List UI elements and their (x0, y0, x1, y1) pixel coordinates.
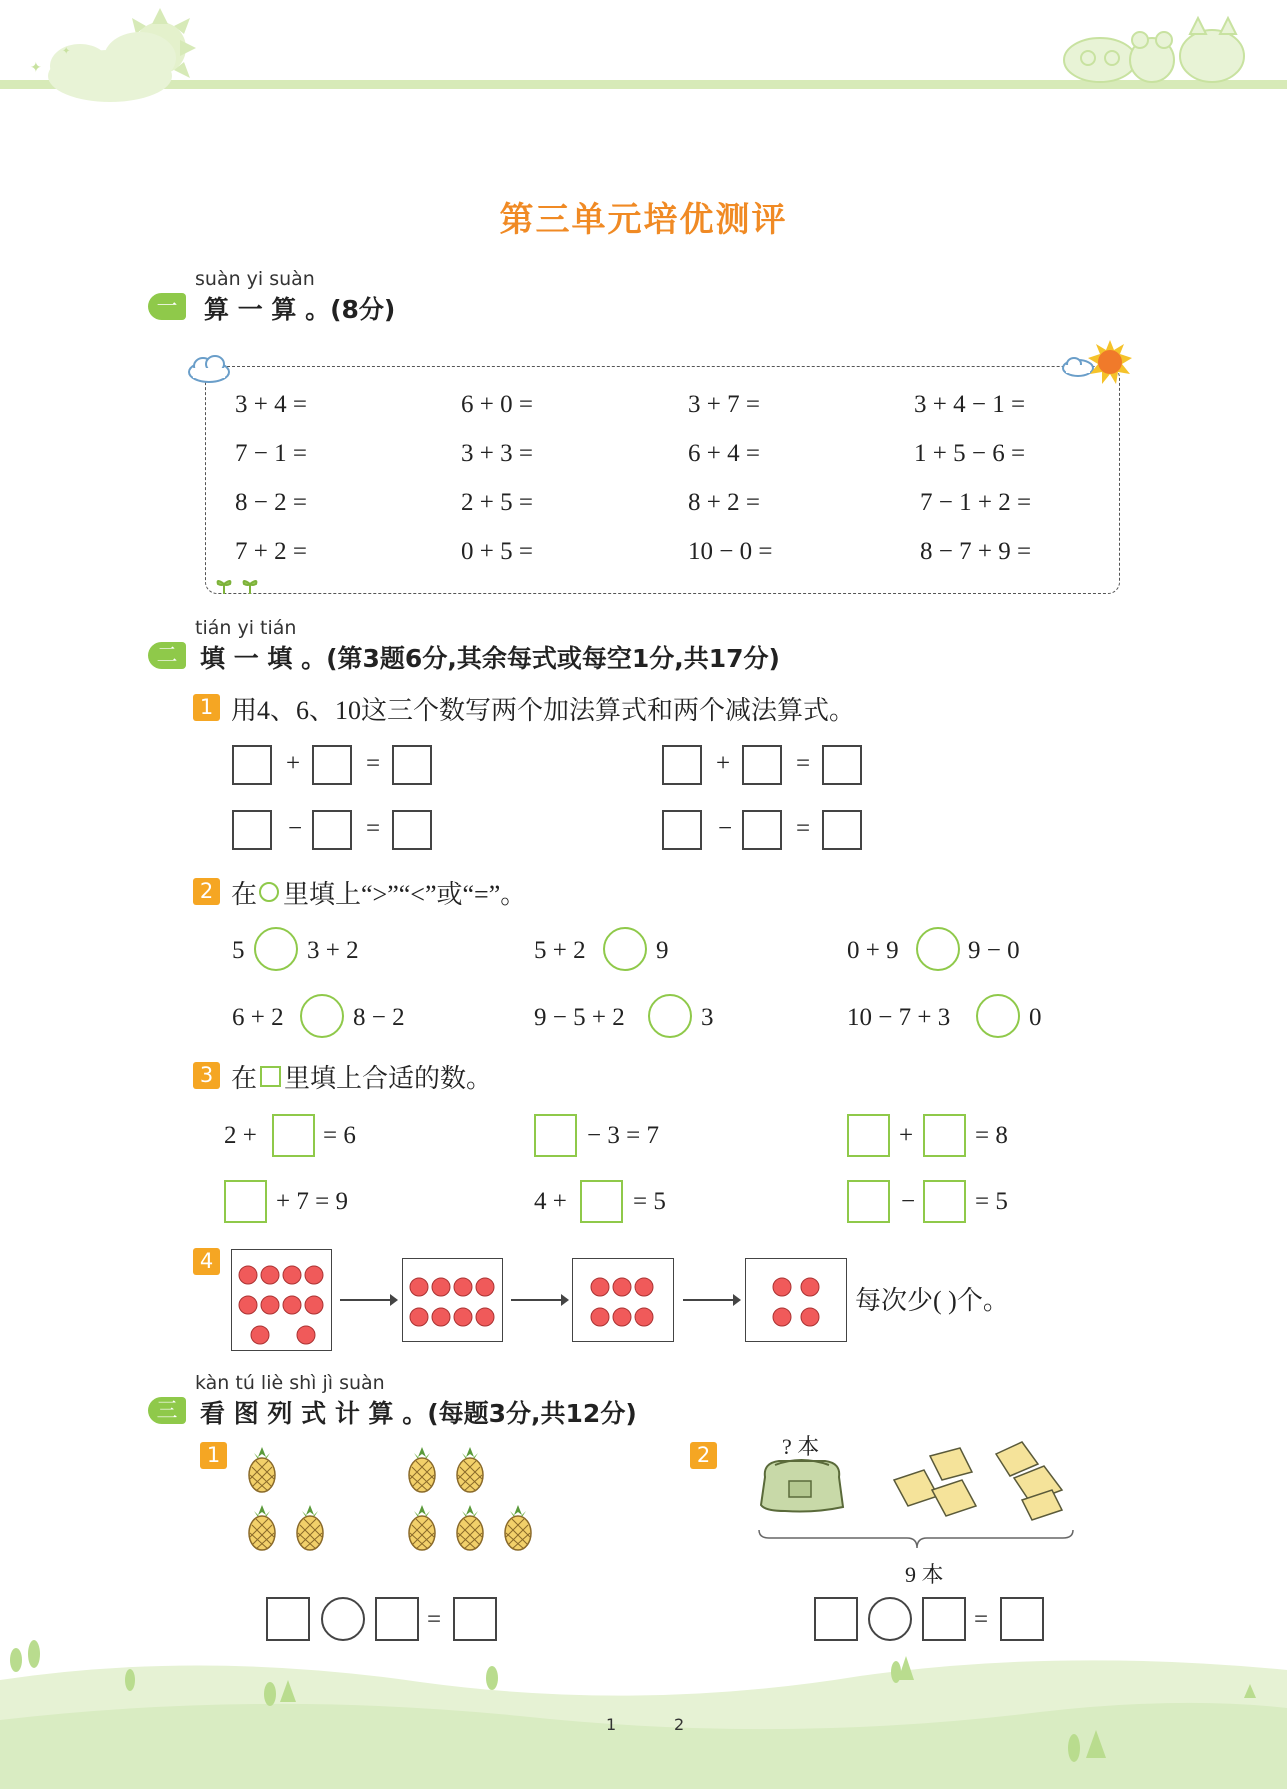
equation-part: 4 + (534, 1188, 567, 1215)
star-icon: ✦ (30, 61, 42, 76)
equation-part: = 8 (975, 1122, 1008, 1149)
answer-box[interactable] (923, 1180, 966, 1223)
answer-box[interactable] (232, 745, 272, 785)
compare-left: 10 − 7 + 3 (847, 1004, 951, 1031)
operator: = (796, 815, 811, 842)
question-number: 2 (690, 1442, 717, 1469)
answer-box[interactable] (392, 810, 432, 850)
calc-item: 3 + 4 = (235, 391, 307, 418)
cherries-8-icon (403, 1259, 501, 1340)
operator: + (286, 750, 301, 777)
operator: − (288, 815, 303, 842)
calc-item: 8 − 7 + 9 = (920, 538, 1032, 565)
compare-left: 5 (232, 937, 245, 964)
calc-item: 2 + 5 = (461, 489, 533, 516)
equation-part: = 5 (975, 1188, 1008, 1215)
compare-circle[interactable] (603, 927, 647, 971)
answer-box[interactable] (742, 810, 782, 850)
calc-item: 6 + 4 = (688, 440, 760, 467)
operator: = (796, 750, 811, 777)
arrow-line (683, 1299, 738, 1301)
compare-right: 3 + 2 (307, 937, 359, 964)
question-text-a: 在 (231, 880, 258, 909)
equation-part: 2 + (224, 1122, 257, 1149)
animal-faces-icon (1064, 18, 1244, 82)
calc-item: 6 + 0 = (461, 391, 533, 418)
answer-box[interactable] (224, 1180, 267, 1223)
answer-box[interactable] (822, 810, 862, 850)
question-text-a: 在 (231, 1064, 258, 1093)
compare-right: 3 (701, 1004, 714, 1031)
calc-item: 1 + 5 − 6 = (914, 440, 1026, 467)
question-number: 1 (193, 694, 220, 721)
section1-heading: 算 一 算 。(8分) (204, 295, 396, 324)
question-text: 用4、6、10这三个数写两个加法算式和两个减法算式。 (231, 696, 856, 725)
answer-box[interactable] (847, 1114, 890, 1157)
compare-circle[interactable] (254, 927, 298, 971)
equation-part: = 5 (633, 1188, 666, 1215)
answer-box[interactable] (847, 1180, 890, 1223)
section2-pinyin: tián yi tián (195, 617, 297, 639)
compare-circle[interactable] (300, 994, 344, 1038)
cloud-icon (48, 32, 176, 102)
answer-box[interactable] (534, 1114, 577, 1157)
compare-right: 0 (1029, 1004, 1042, 1031)
calc-item: 7 − 1 + 2 = (920, 489, 1032, 516)
equals-sign: = (427, 1606, 442, 1633)
answer-box[interactable] (662, 810, 702, 850)
cherry-frame (745, 1258, 847, 1342)
star-icon: ✦ (62, 46, 71, 57)
square-sample-icon (260, 1066, 281, 1087)
answer-box[interactable] (662, 745, 702, 785)
question-text-b: 里填上“>”“<”或“=”。 (283, 880, 527, 909)
circle-sample-icon (259, 882, 279, 902)
answer-box[interactable] (272, 1114, 315, 1157)
calc-item: 3 + 4 − 1 = (914, 391, 1026, 418)
operator: − (718, 815, 733, 842)
cherry-frame (231, 1249, 332, 1351)
equation-part: − (901, 1188, 916, 1215)
bag-label: ? 本 (782, 1434, 820, 1459)
section2-tag: 二 (148, 642, 186, 669)
section3-tag: 三 (148, 1397, 186, 1424)
answer-box[interactable] (392, 745, 432, 785)
calc-item: 10 − 0 = (688, 538, 773, 565)
sun-icon (1088, 340, 1132, 384)
question-number: 3 (193, 1062, 220, 1089)
calc-item: 8 − 2 = (235, 489, 307, 516)
cloud-icon (185, 350, 235, 386)
compare-right: 8 − 2 (353, 1004, 405, 1031)
total-label: 9 本 (905, 1562, 944, 1587)
cherries-6-icon (573, 1259, 672, 1340)
compare-circle[interactable] (976, 994, 1020, 1038)
section1-pinyin: suàn yi suàn (195, 268, 315, 290)
schoolbag-icon (755, 1455, 850, 1517)
calc-item: 7 + 2 = (235, 538, 307, 565)
operator: = (366, 815, 381, 842)
cherries-10-icon (232, 1250, 330, 1349)
arrow-line (340, 1299, 395, 1301)
calc-item: 3 + 7 = (688, 391, 760, 418)
equation-part: = 6 (323, 1122, 356, 1149)
page-number-right: 2 (674, 1715, 685, 1734)
arrow-icon (390, 1294, 398, 1306)
arrow-icon (561, 1294, 569, 1306)
calc-item: 0 + 5 = (461, 538, 533, 565)
equation-part: − 3 = 7 (587, 1122, 659, 1149)
compare-left: 0 + 9 (847, 937, 899, 964)
question-number: 4 (193, 1248, 220, 1275)
compare-left: 6 + 2 (232, 1004, 284, 1031)
question-text: 每次少( )个。 (855, 1286, 1009, 1315)
footer-landscape (0, 1620, 1287, 1789)
compare-left: 5 + 2 (534, 937, 586, 964)
compare-left: 9 − 5 + 2 (534, 1004, 625, 1031)
answer-box[interactable] (822, 745, 862, 785)
page-title: 第三单元培优测评 (499, 202, 788, 239)
books-icon (890, 1440, 1090, 1525)
calc-item: 7 − 1 = (235, 440, 307, 467)
sprout-icon (214, 574, 264, 596)
header-decoration (0, 0, 1287, 120)
section3-heading: 看 图 列 式 计 算 。(每题3分,共12分) (200, 1399, 637, 1428)
answer-box[interactable] (923, 1114, 966, 1157)
compare-circle[interactable] (648, 994, 692, 1038)
question-number: 2 (193, 878, 220, 905)
arrow-line (511, 1299, 566, 1301)
answer-box[interactable] (312, 745, 352, 785)
calc-item: 8 + 2 = (688, 489, 760, 516)
answer-box[interactable] (232, 810, 272, 850)
compare-right: 9 − 0 (968, 937, 1020, 964)
compare-circle[interactable] (916, 927, 960, 971)
section2-heading: 填 一 填 。(第3题6分,其余每式或每空1分,共17分) (200, 644, 780, 673)
operator: = (366, 750, 381, 777)
section1-tag: 一 (148, 293, 186, 320)
calc-item: 3 + 3 = (461, 440, 533, 467)
operator: + (716, 750, 731, 777)
cherries-4-icon (746, 1259, 845, 1340)
cherry-frame (572, 1258, 674, 1342)
cherry-frame (402, 1258, 503, 1342)
answer-box[interactable] (742, 745, 782, 785)
pineapples-icon (240, 1445, 550, 1565)
equation-part: + (899, 1122, 914, 1149)
equation-part: + 7 = 9 (276, 1188, 348, 1215)
answer-box[interactable] (312, 810, 352, 850)
equals-sign: = (974, 1606, 989, 1633)
answer-box[interactable] (580, 1180, 623, 1223)
question-text-b: 里填上合适的数。 (284, 1064, 493, 1093)
question-number: 1 (200, 1442, 227, 1469)
page-number-left: 1 (606, 1715, 617, 1734)
section3-pinyin: kàn tú liè shì jì suàn (195, 1372, 385, 1394)
brace-icon (757, 1528, 1077, 1550)
compare-right: 9 (656, 937, 669, 964)
arrow-icon (733, 1294, 741, 1306)
